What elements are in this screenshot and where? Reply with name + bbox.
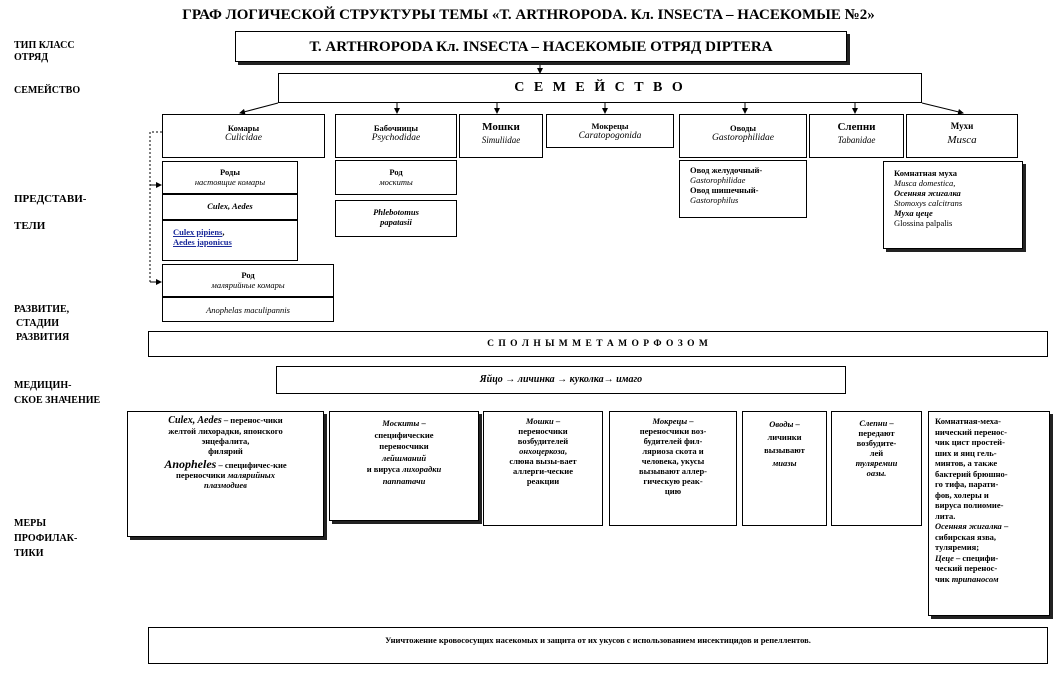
prevention-box: Уничтожение кровососущих насекомых и защита от их укусов с использованием инсектицидов и репеллентов.: [148, 627, 1048, 664]
label-prevention: МЕРЫ ПРОФИЛАК- ТИКИ: [14, 518, 78, 559]
label-family: СЕМЕЙСТВО: [14, 85, 81, 96]
link-aedes-japonicus[interactable]: Aedes japonicus: [173, 237, 232, 247]
family-culicidae: Комары Culicidae: [162, 114, 325, 158]
family-caratopogonida: Мокрецы Caratopogonida: [546, 114, 674, 148]
page-title: ГРАФ ЛОГИЧЕСКОЙ СТРУКТУРЫ ТЕМЫ «Т. ARTHROPODA. Кл. INSECTA – НАСЕКОМЫЕ №2»: [182, 7, 875, 23]
culicidae-culex-aedes: Culex, Aedes: [162, 194, 298, 220]
link-culex-pipiens[interactable]: Culex pipiens: [173, 227, 223, 237]
psychodidae-genus: Род москиты: [335, 160, 457, 195]
metamorphosis-box: С П О Л Н Ы М М Е Т А М О Р Ф О З О М: [148, 331, 1048, 357]
label-representatives: ПРЕДСТАВИ- ТЕЛИ: [14, 193, 87, 232]
gastrophilidae-species: Овод желудочный- Gastorophilidae Овод шишечный- Gastorophilus: [679, 160, 807, 218]
culicidae-genus-malaria-mosquitoes: Род малярийные комары: [162, 264, 334, 297]
medical-muhi: Комнатная-меха- нический перенос- чик цист простей- ших и яиц гель- минтов, а также бактерий брюшно- го тифа, парати- фов, холеры и вируса полиомие- лита. Осенняя жигалка – сибирская язва, туляремия; Цеце – специфи- ческий перенос- чик трипаносом: [928, 411, 1050, 616]
musca-species: Комнатная муха Musca domestica, Осенняя жигалка Stomoxys calcitrans Муха цеце Glossina palpalis: [883, 161, 1023, 249]
family-musca: Мухи Musca: [906, 114, 1018, 158]
family-branch-line: [240, 103, 278, 113]
family-gastrophilidae: Оводы Gastorophilidae: [679, 114, 807, 158]
arrow-musca: [922, 103, 963, 113]
medical-slepni: Слепни – передают возбудите- лей туляремии оазы.: [831, 411, 922, 526]
medical-culicidae: Culex, Aedes – перенос-чики желтой лихорадки, японского энцефалита, филярий Anopheles – специфичес-кие переносчики малярийных плазмодиев: [127, 411, 324, 537]
label-type-class-order: ТИП КЛАСС ОТРЯД: [14, 40, 75, 63]
label-medical: МЕДИЦИН- СКОЕ ЗНАЧЕНИЕ: [14, 380, 101, 406]
family-box: С Е М Е Й С Т В О: [278, 73, 922, 103]
culicidae-side-bracket: [150, 132, 162, 282]
stages-box: Яйцо → личинка → куколка→ имаго: [276, 366, 846, 394]
medical-moshki: Мошки – переносчики возбудителей онхоцеркоза, слюна вызы-вает аллерги-ческие реакции: [483, 411, 603, 526]
culicidae-examples: Culex pipiens, Aedes japonicus: [162, 220, 298, 261]
psychodidae-species: Phlebotomus papatasii: [335, 200, 457, 237]
medical-moskity: Москиты – специфические переносчики лейшманий и вируса лихорадки паппатачи: [329, 411, 479, 521]
family-psychodidae: Бабочницы Psychodidae: [335, 114, 457, 158]
culicidae-genus-real-mosquitoes: Роды настоящие комары: [162, 161, 298, 194]
culicidae-anopheles: Anophelas maculipannis: [162, 297, 334, 322]
medical-mokrecy: Мокрецы – переносчики воз- будителей фил- ляриоза скота и человека, укусы вызывают аллер- гическую реак- цию: [609, 411, 737, 526]
family-tabanidae: Слепни Tabanidae: [809, 114, 904, 158]
family-simuliidae: Мошки Simuliidae: [459, 114, 543, 158]
order-box: Т. ARTHROPODA Кл. INSECTA – НАСЕКОМЫЕ ОТРЯД DIPTERA: [235, 31, 847, 62]
label-development: РАЗВИТИЕ, СТАДИИ РАЗВИТИЯ: [14, 304, 70, 343]
medical-ovody: Оводы – личинки вызывают миазы: [742, 411, 827, 526]
